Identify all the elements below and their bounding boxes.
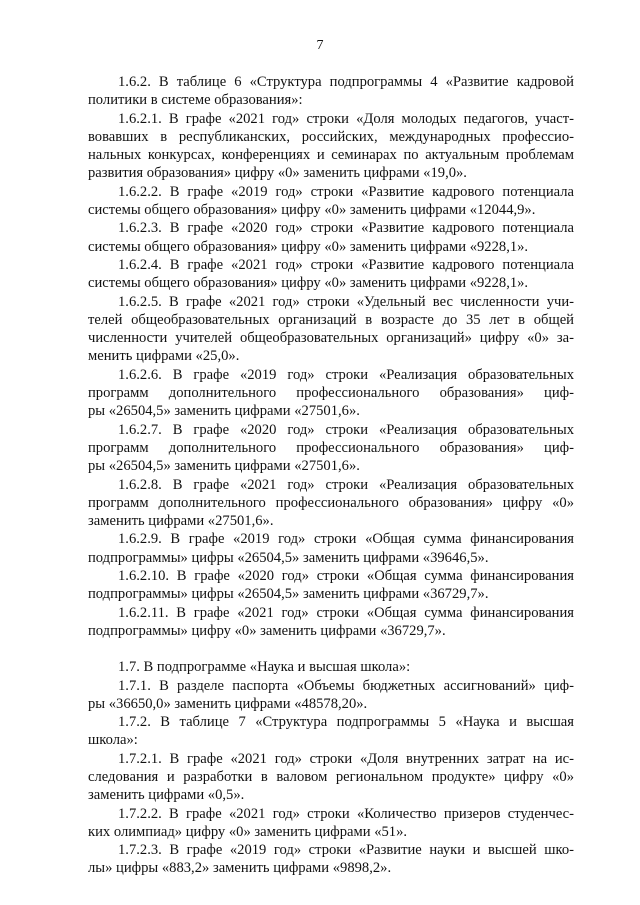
document-paragraph xyxy=(88,677,574,714)
document-paragraph xyxy=(88,476,574,531)
document-paragraph xyxy=(88,183,574,220)
document-paragraph xyxy=(88,750,574,805)
document-paragraph xyxy=(88,256,574,293)
paragraph-line: 1.6.2.10. В графе «2020 год» строки «Общая сумма финансирования xyxy=(118,568,574,585)
paragraph-line: нальных конкурсах, конференциях и семинарах по актуальным проблемам xyxy=(88,147,574,164)
paragraph-line: 1.6.2.2. В графе «2019 год» строки «Развитие кадрового потенциала xyxy=(118,183,574,200)
paragraph-line: подпрограммы» цифру «0» заменить цифрами «36729,7». xyxy=(88,622,446,639)
document-paragraph xyxy=(88,73,574,110)
paragraph-line: 1.7.2.2. В графе «2021 год» строки «Количество призеров студенчес- xyxy=(118,805,574,822)
paragraph-line: лы» цифры «883,2» заменить цифрами «9898,2». xyxy=(88,860,392,877)
paragraph-line: менить цифрами «25,0». xyxy=(88,348,240,365)
document-paragraph xyxy=(88,110,574,183)
paragraph-line: ры «36650,0» заменить цифрами «48578,20». xyxy=(88,695,368,712)
paragraph-line: 1.6.2. В таблице 6 «Структура подпрограммы 4 «Развитие кадровой xyxy=(118,74,574,90)
paragraph-line: подпрограммы» цифры «26504,5» заменить цифрами «39646,5». xyxy=(88,549,489,566)
paragraph-line: 1.6.2.11. В графе «2021 год» строки «Общая сумма финансирования xyxy=(118,604,574,621)
document-paragraph xyxy=(88,658,574,676)
paragraph-line: 1.7. В подпрограмме «Наука и высшая школа»: xyxy=(118,659,411,676)
page-number: 7 xyxy=(316,38,324,53)
paragraph-line: 1.7.2.1. В графе «2021 год» строки «Доля внутренних затрат на ис- xyxy=(118,750,574,767)
paragraph-line: подпрограммы» цифры «26504,5» заменить цифрами «36729,7». xyxy=(88,586,489,603)
paragraph-line: 1.6.2.4. В графе «2021 год» строки «Развитие кадрового потенциала xyxy=(118,256,574,273)
paragraph-line: 1.6.2.3. В графе «2020 год» строки «Развитие кадрового потенциала xyxy=(118,220,574,237)
document-paragraph xyxy=(88,421,574,476)
document-body xyxy=(88,73,574,878)
paragraph-line: 1.7.2.3. В графе «2019 год» строки «Развитие науки и высшей шко- xyxy=(118,842,574,859)
paragraph-line: развития образования» цифру «0» заменить цифрами «19,0». xyxy=(88,165,467,182)
paragraph-line: заменить цифрами «0,5». xyxy=(88,787,245,804)
paragraph-line: школа»: xyxy=(88,732,138,749)
document-paragraph xyxy=(88,604,574,641)
paragraph-line: системы общего образования» цифру «0» заменить цифрами «9228,1». xyxy=(88,275,529,292)
paragraph-line: 1.6.2.1. В графе «2021 год» строки «Доля молодых педагогов, участ- xyxy=(118,110,574,127)
paragraph-line: телей общеобразовательных организаций в возрасте до 35 лет в общей xyxy=(88,311,574,328)
document-paragraph xyxy=(88,841,574,878)
paragraph-line: системы общего образования» цифру «0» заменить цифрами «9228,1». xyxy=(88,238,529,255)
paragraph-line: программ дополнительного профессионального образования» цифру «0» xyxy=(88,494,574,511)
paragraph-line: численности учителей общеобразовательных организаций» цифру «0» за- xyxy=(88,330,574,347)
paragraph-line: вовавших в республиканских, российских, международных профессио- xyxy=(88,128,574,145)
document-paragraph xyxy=(88,293,574,366)
paragraph-line: следования и разработки в валовом региональном продукте» цифру «0» xyxy=(88,768,574,785)
document-paragraph xyxy=(88,805,574,842)
document-paragraph xyxy=(88,713,574,750)
paragraph-line: ры «26504,5» заменить цифрами «27501,6». xyxy=(88,458,360,475)
paragraph-line: ры «26504,5» заменить цифрами «27501,6». xyxy=(88,403,360,420)
document-paragraph xyxy=(88,530,574,567)
paragraph-line: заменить цифрами «27501,6». xyxy=(88,513,274,530)
paragraph-line: 1.7.1. В разделе паспорта «Объемы бюджетных ассигнований» циф- xyxy=(118,677,574,694)
document-paragraph xyxy=(88,366,574,421)
paragraph-line: 1.6.2.8. В графе «2021 год» строки «Реализация образовательных xyxy=(118,476,574,493)
paragraph-line: программ дополнительного профессионального образования» циф- xyxy=(88,385,574,402)
paragraph-line: политики в системе образования»: xyxy=(88,92,303,109)
paragraph-line: 1.6.2.6. В графе «2019 год» строки «Реализация образовательных xyxy=(118,366,574,383)
paragraph-line: системы общего образования» цифру «0» заменить цифрами «12044,9». xyxy=(88,202,536,219)
section-spacer xyxy=(88,640,574,658)
document-paragraph xyxy=(88,219,574,256)
paragraph-line: программ дополнительного профессионального образования» циф- xyxy=(88,439,574,456)
paragraph-line: 1.7.2. В таблице 7 «Структура подпрограммы 5 «Наука и высшая xyxy=(118,714,574,731)
document-paragraph xyxy=(88,567,574,604)
paragraph-line: ких олимпиад» цифру «0» заменить цифрами «51». xyxy=(88,823,408,840)
paragraph-line: 1.6.2.7. В графе «2020 год» строки «Реализация образовательных xyxy=(118,421,574,438)
paragraph-line: 1.6.2.5. В графе «2021 год» строки «Удельный вес численности учи- xyxy=(118,293,574,310)
paragraph-line: 1.6.2.9. В графе «2019 год» строки «Общая сумма финансирования xyxy=(118,531,574,548)
